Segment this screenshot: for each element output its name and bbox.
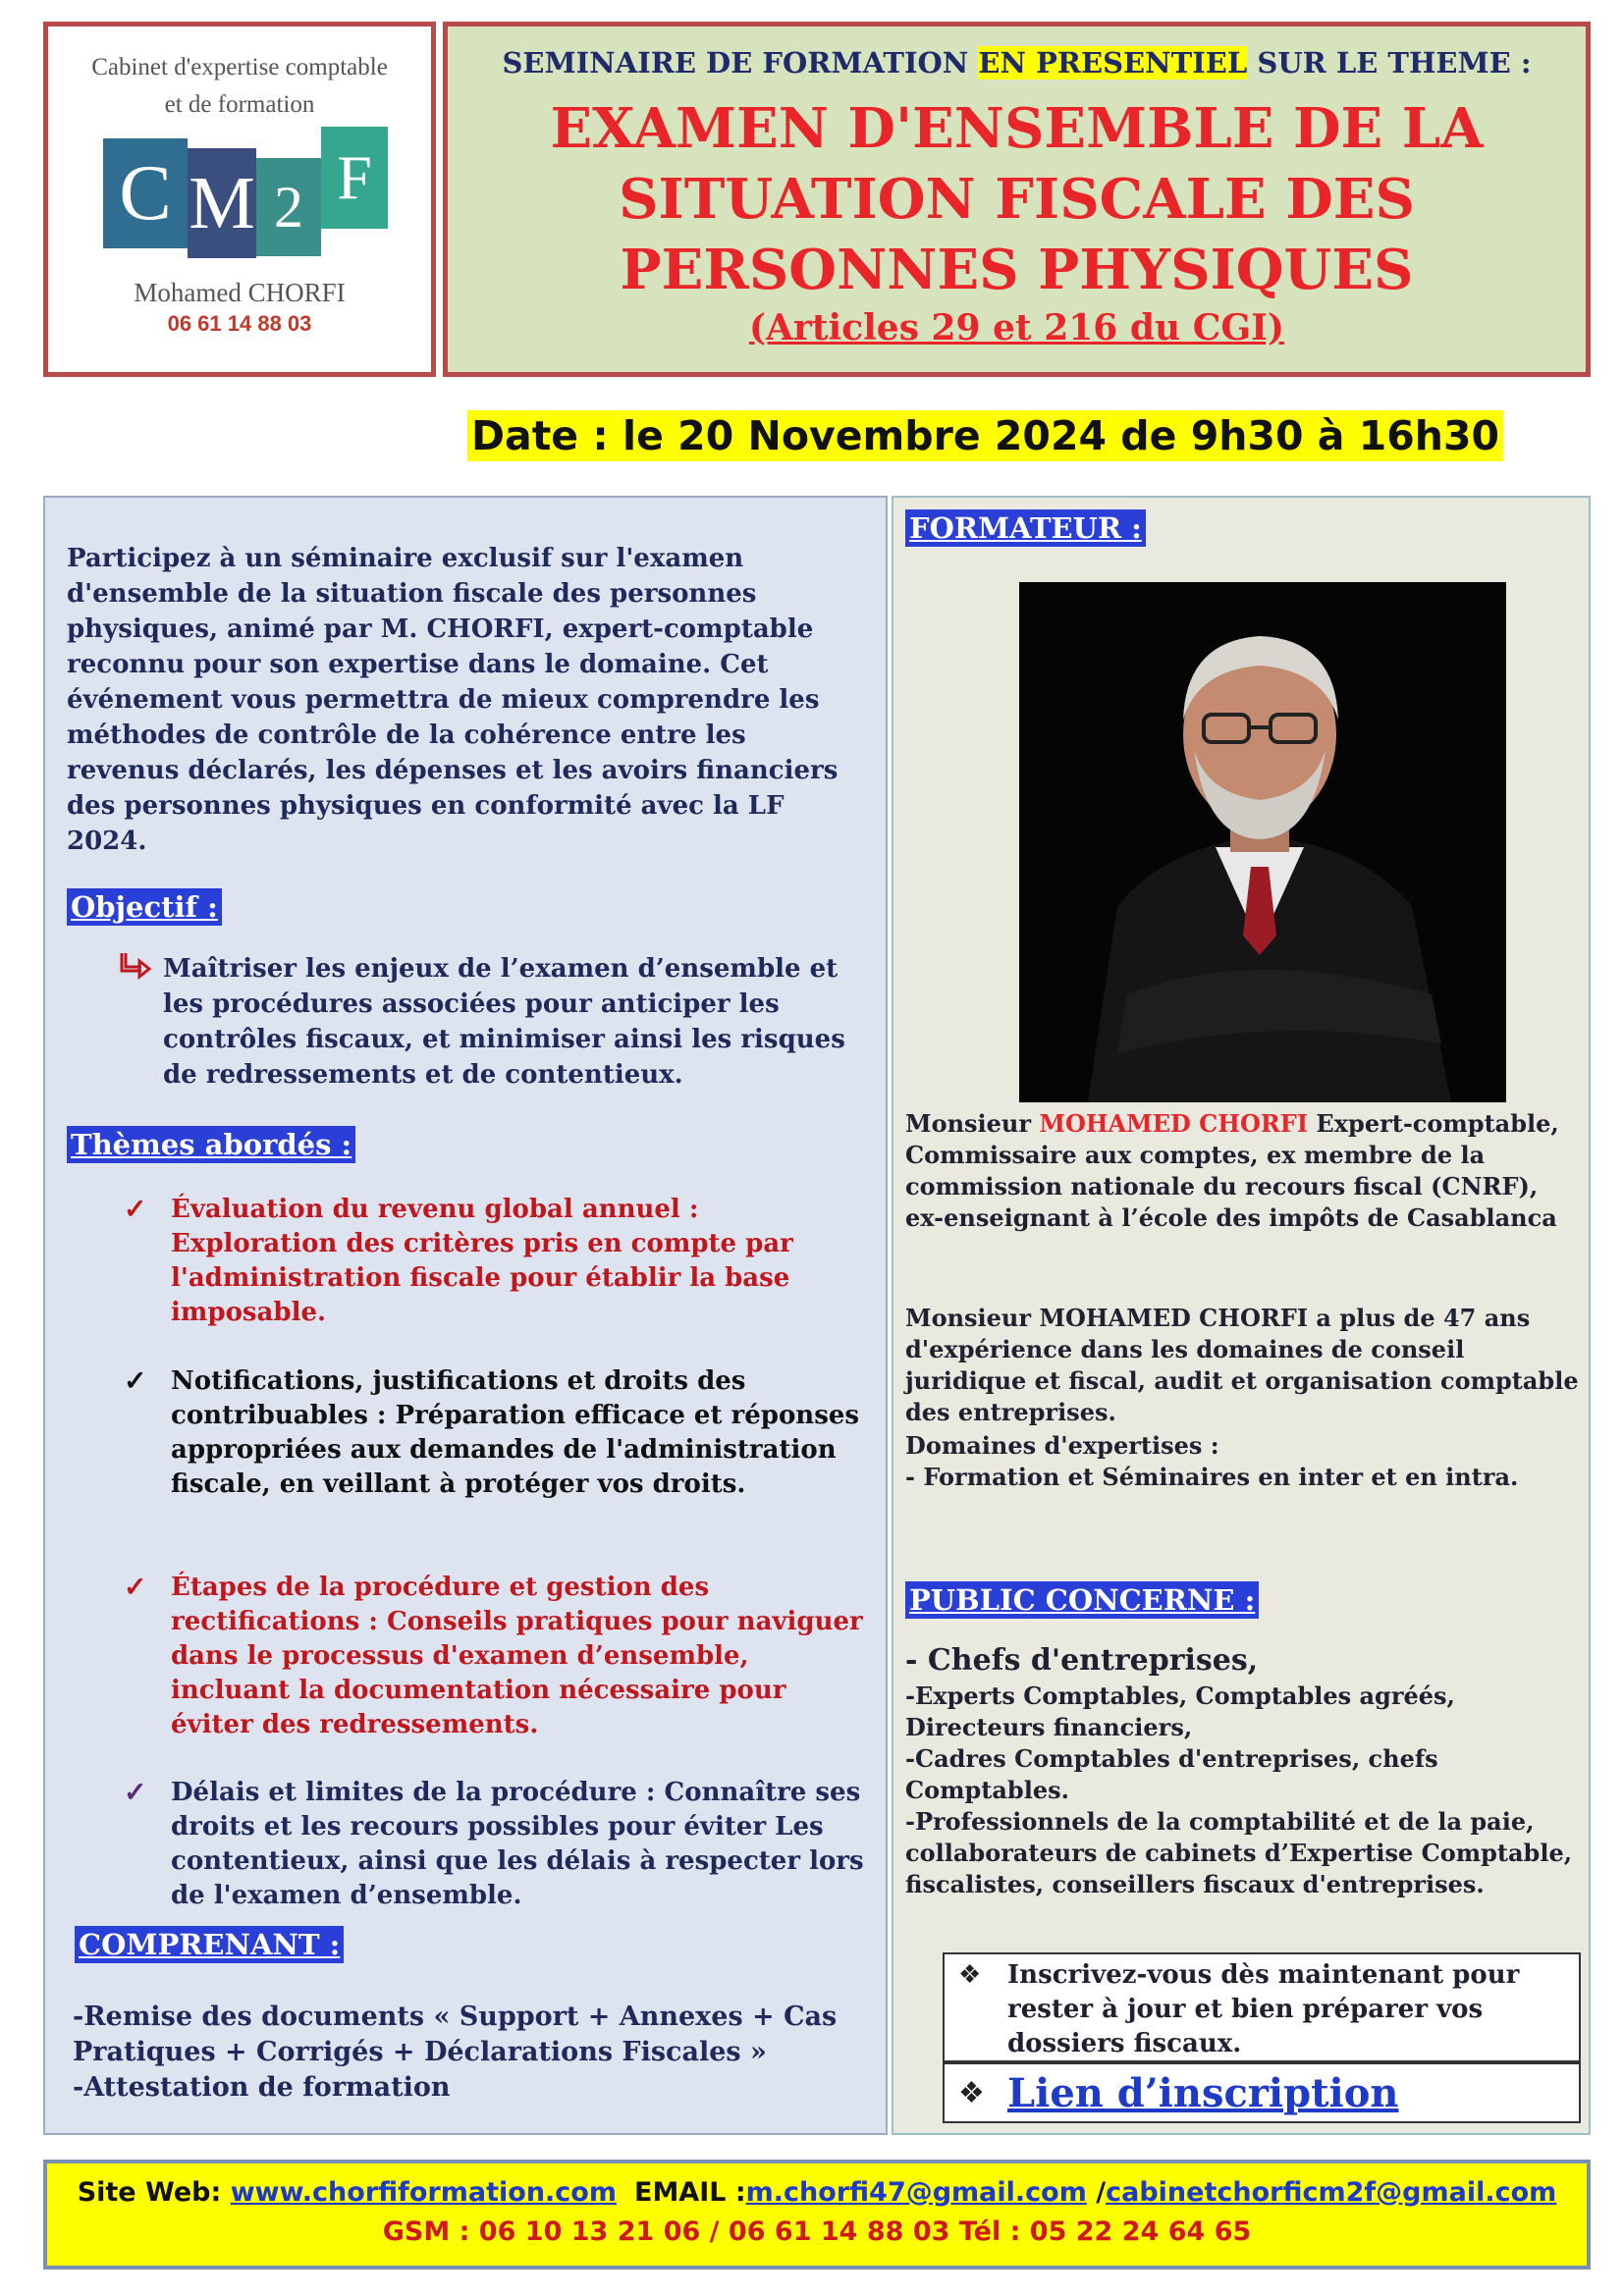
logo-name: Mohamed CHORFI — [134, 278, 346, 307]
logo-tile-f: F — [321, 127, 388, 229]
arrow-icon — [116, 949, 155, 988]
logo-tile-m: M — [188, 148, 256, 258]
left-column — [43, 496, 888, 2135]
theme-item: Étapes de la procédure et gestion des rectifications : Conseils pratiques pour naviguer dans le processus d'examen d’ensemble, incluant la documentation nécessaire pour éviter des redressements. — [171, 1573, 863, 1739]
public-item: -Experts Comptables, Comptables agréés, Directeurs financiers, — [905, 1682, 1455, 1741]
seminar-suffix: SUR LE THEME : — [1247, 46, 1532, 80]
formateur-label: FORMATEUR : — [905, 509, 1146, 547]
public-item: -Cadres Comptables d'entreprises, chefs Comptables. — [905, 1744, 1438, 1804]
diamond-bullet-icon: ❖ — [958, 1960, 982, 1990]
trainer-bio-2: Monsieur MOHAMED CHORFI a plus de 47 ans d'expérience dans les domaines de conseil juridique et fiscal, audit et organisation comptable des entreprises. — [905, 1304, 1579, 1426]
email-separator: / — [1086, 2177, 1107, 2208]
expertise-text: - Formation et Séminaires en inter et en intra. — [905, 1463, 1519, 1491]
footer-phones: GSM : 06 10 13 21 06 / 06 61 14 88 03 Tél : 05 22 24 64 65 — [382, 2216, 1252, 2247]
comprenant-text — [73, 2000, 866, 2106]
objectif-text: Maîtriser les enjeux de l’examen d’ensemble et les procédures associées pour anticiper les contrôles fiscaux, et minimiser ainsi les risques de redressements et de contentieux. — [163, 954, 845, 1090]
website-link[interactable]: www.chorfiformation.com — [230, 2177, 617, 2208]
trainer-name: MOHAMED CHORFI — [1039, 1109, 1309, 1138]
main-title — [448, 93, 1586, 305]
bio-prefix: Monsieur — [905, 1109, 1040, 1138]
email-link-1[interactable]: m.chorfi47@gmail.com — [745, 2177, 1087, 2208]
check-icon: ✓ — [124, 1776, 147, 1808]
comprenant-label: COMPRENANT : — [75, 1926, 344, 1963]
footer-contact-line — [47, 2173, 1587, 2213]
title-line-1: EXAMEN D'ENSEMBLE DE LA — [550, 96, 1484, 161]
email-link-2[interactable]: cabinetchorficm2f@gmail.com — [1106, 2177, 1557, 2208]
trainer-portrait — [1019, 582, 1506, 1102]
themes-label: Thèmes abordés : — [67, 1126, 355, 1163]
check-icon: ✓ — [124, 1571, 147, 1603]
logo-tile-c: C — [103, 138, 188, 248]
trainer-photo — [1019, 582, 1506, 1102]
public-label: PUBLIC CONCERNE : — [905, 1581, 1259, 1619]
seminar-line — [448, 46, 1586, 80]
email-label: EMAIL : — [634, 2177, 746, 2208]
bio-rest: Expert-comptable, Commissaire aux comptes, ex membre de la commission nationale du recours fiscal (CNRF), ex-enseignant à l’école des impôts de Casablanca — [905, 1109, 1559, 1232]
title-box — [443, 22, 1591, 377]
public-item: -Professionnels de la comptabilité et de la paie, collaborateurs de cabinets d’Expertise Comptable, fiscalistes, conseillers fiscaux d'entreprises. — [905, 1807, 1573, 1898]
seminar-prefix: SEMINAIRE DE FORMATION — [502, 46, 979, 80]
diamond-bullet-icon: ❖ — [958, 2076, 985, 2110]
expertise-domains — [905, 1430, 1579, 1493]
logo-tile-2: 2 — [256, 158, 321, 256]
logo-phone: 06 61 14 88 03 — [167, 311, 312, 336]
check-icon: ✓ — [124, 1193, 147, 1225]
articles-reference: (Articles 29 et 216 du CGI) — [748, 307, 1285, 348]
logo-tagline-1: Cabinet d'expertise comptable — [91, 54, 388, 80]
inscription-text: Inscrivez-vous dès maintenant pour rester à jour et bien préparer vos dossiers fiscaux. — [1007, 1960, 1520, 2058]
right-column — [892, 496, 1591, 2135]
title-line-2: SITUATION FISCALE DES — [619, 167, 1415, 232]
title-line-3: PERSONNES PHYSIQUES — [620, 238, 1414, 302]
expertise-title: Domaines d'expertises : — [905, 1431, 1219, 1460]
site-label: Site Web: — [77, 2177, 231, 2208]
public-list — [905, 1641, 1579, 1900]
inscription-callout — [943, 1952, 1581, 2062]
check-icon: ✓ — [124, 1364, 147, 1397]
seminar-highlight: EN PRESENTIEL — [978, 46, 1248, 80]
date-line: Date : le 20 Novembre 2024 de 9h30 à 16h30 — [467, 410, 1503, 461]
theme-item: Évaluation du revenu global annuel : Exploration des critères pris en compte par l'administration fiscale pour établir la base imposable. — [171, 1195, 793, 1327]
footer — [43, 2160, 1591, 2269]
objectif-label: Objectif : — [67, 888, 222, 926]
intro-paragraph: Participez à un séminaire exclusif sur l'examen d'ensemble de la situation fiscale des personnes physiques, animé par M. CHORFI, expert-comptable reconnu pour son expertise dans le domaine. Cet événement vous permettra de mieux comprendre les méthodes de contrôle de la cohérence entre les revenus déclarés, les dépenses et les avoirs financiers des personnes physiques en conformité avec la LF 2024. — [67, 544, 839, 856]
logo-tiles — [103, 127, 388, 264]
comprenant-line-1: -Remise des documents « Support + Annexes + Cas Pratiques + Corrigés + Déclarations Fiscales » — [73, 2002, 838, 2067]
logo-box — [43, 22, 436, 377]
inscription-link[interactable]: Lien d’inscription — [1007, 2070, 1399, 2116]
theme-item: Notifications, justifications et droits des contribuables : Préparation efficace et réponses appropriées aux demandes de l'administration fiscale, en veillant à protéger vos droits. — [171, 1366, 860, 1499]
comprenant-line-2: -Attestation de formation — [73, 2072, 451, 2103]
logo-tagline-2: et de formation — [164, 91, 315, 118]
theme-item: Délais et limites de la procédure : Connaître ses droits et les recours possibles pour éviter Les contentieux, ainsi que les délais à respecter lors de l'examen d’ensemble. — [171, 1778, 864, 1910]
trainer-bio-1 — [905, 1108, 1579, 1234]
inscription-link-box — [943, 2062, 1581, 2123]
public-item: - Chefs d'entreprises, — [905, 1643, 1259, 1678]
